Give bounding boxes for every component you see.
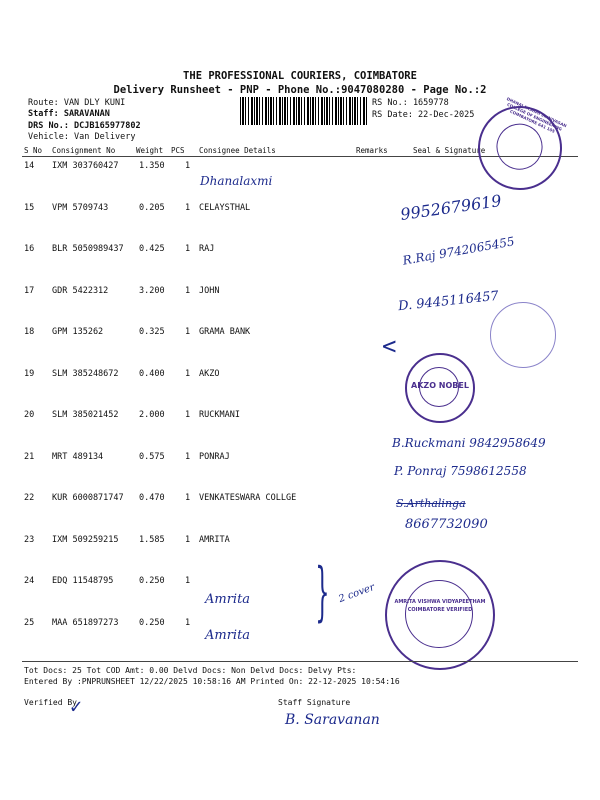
- row-consignment-no: KUR 6000871747: [52, 493, 124, 503]
- row-sno: 14: [24, 161, 35, 171]
- handwriting-row17: D. 9445116457: [397, 288, 500, 315]
- entered-by-line: Entered By :PNPRUNSHEET 12/22/2025 10:58:16 AM Printed On: 22-12-2025 10:54:16: [24, 677, 400, 686]
- row-consignment-no: GPM 135262: [52, 327, 104, 337]
- row-weight: 3.200: [139, 285, 165, 296]
- row-sno: 20: [24, 410, 35, 420]
- row-pcs: 1: [185, 493, 191, 503]
- row-consignee: AKZO: [199, 368, 220, 379]
- handwriting-row21: P. Ponraj 7598612558: [394, 464, 527, 478]
- row-consignee: PONRAJ: [199, 451, 230, 462]
- handwriting-cover-note: 2 cover: [337, 581, 377, 606]
- col-seal: Seal & Signature: [413, 146, 486, 155]
- col-sno: S No: [24, 146, 43, 155]
- handwriting-row14: Dhanalaxmi: [200, 174, 273, 188]
- faint-stamp: [490, 302, 556, 368]
- row-consignment-no: MRT 489134: [52, 451, 104, 462]
- rs-number: RS No.: 1659778: [372, 98, 449, 108]
- handwriting-row22-name: S.Arthalinga: [396, 497, 466, 510]
- row-weight: 1.585: [139, 534, 165, 545]
- row-weight: 0.575: [139, 451, 165, 462]
- footer-rule: [22, 661, 578, 662]
- amrita-verified-stamp: [385, 560, 495, 670]
- row-pcs: 1: [185, 285, 191, 296]
- handwriting-row22-phone: 8667732090: [405, 517, 488, 532]
- row-consignment-no: EDQ 11548795: [52, 576, 114, 586]
- row-pcs: 1: [185, 576, 191, 586]
- row-weight: 0.400: [139, 368, 165, 379]
- handwriting-row24: Amrita: [205, 592, 251, 607]
- college-seal-stamp: [464, 92, 576, 204]
- row-weight: 0.425: [139, 244, 165, 254]
- bracket-mark: }: [315, 555, 330, 629]
- row-consignment-no: SLM 385248672: [52, 368, 119, 379]
- row-weight: 2.000: [139, 410, 165, 420]
- col-consignee: Consignee Details: [199, 146, 276, 155]
- col-weight: Weight: [136, 146, 164, 155]
- staff-signature-handwriting: B. Saravanan: [285, 712, 380, 728]
- row-consignment-no: GDR 5422312: [52, 285, 109, 296]
- row-consignee: AMRITA: [199, 534, 230, 545]
- row-sno: 17: [24, 285, 35, 296]
- row-sno: 25: [24, 617, 35, 628]
- row-weight: 0.250: [139, 617, 165, 628]
- totals-line: Tot Docs: 25 Tot COD Amt: 0.00 Delvd Docs: Non Delvd Docs: Delvy Pts:: [24, 666, 357, 675]
- row-sno: 21: [24, 451, 35, 462]
- row-consignee: RAJ: [199, 244, 215, 254]
- college-seal-text: DHANALAKSHMI SRINIVASAN COLLEGE OF ENGINEERING COIMBATORE 641 105: [505, 96, 568, 134]
- amrita-seal-inner-ring: [405, 580, 473, 648]
- row-consignee: RUCKMANI: [199, 410, 240, 420]
- row-pcs: 1: [185, 534, 191, 545]
- row-consignee: JOHN: [199, 285, 220, 296]
- rs-date: RS Date: 22-Dec-2025: [372, 110, 475, 120]
- row-weight: 1.350: [139, 161, 165, 171]
- verified-check-icon: ✓: [70, 694, 83, 718]
- row-sno: 24: [24, 576, 35, 586]
- handwriting-row20: B.Ruckmani 9842958649: [392, 436, 546, 450]
- row-pcs: 1: [185, 410, 191, 420]
- handwriting-row15: 9952679619: [399, 191, 503, 224]
- row-weight: 0.470: [139, 493, 165, 503]
- row-weight: 0.325: [139, 327, 165, 337]
- row-consignment-no: IXM 509259215: [52, 534, 119, 545]
- row-consignee: VENKATESWARA COLLGE: [199, 493, 297, 503]
- row-pcs: 1: [185, 327, 191, 337]
- check-mark-icon: <: [382, 332, 397, 360]
- row-pcs: 1: [185, 202, 191, 213]
- company-title: THE PROFESSIONAL COURIERS, COIMBATORE: [183, 70, 417, 82]
- handwriting-row16: R.Raj 9742065455: [401, 234, 516, 268]
- route: Route: VAN DLY KUNI: [28, 98, 126, 108]
- amrita-stamp-text: AMRITA VISHWA VIDYAPEETHAM COIMBATORE VERIFIED: [394, 599, 486, 613]
- row-sno: 16: [24, 244, 35, 254]
- akzo-stamp-text: AKZO NOBEL: [411, 381, 469, 390]
- row-weight: 0.205: [139, 202, 165, 213]
- staff-signature-label: Staff Signature: [278, 698, 351, 707]
- row-consignment-no: VPM 5709743: [52, 202, 109, 213]
- row-consignment-no: MAA 651897273: [52, 617, 119, 628]
- drs-number: DRS No.: DCJB165977802: [28, 121, 141, 131]
- row-sno: 19: [24, 368, 35, 379]
- row-consignment-no: SLM 385021452: [52, 410, 119, 420]
- staff: Staff: SARAVANAN: [28, 109, 110, 119]
- row-pcs: 1: [185, 617, 191, 628]
- row-sno: 22: [24, 493, 35, 503]
- col-consignment: Consignment No: [52, 146, 116, 155]
- col-remarks: Remarks: [356, 146, 388, 155]
- row-pcs: 1: [185, 368, 191, 379]
- row-pcs: 1: [185, 161, 191, 171]
- runsheet-subtitle: Delivery Runsheet - PNP - Phone No.:9047080280 - Page No.:2: [113, 84, 487, 96]
- row-consignee: GRAMA BANK: [199, 327, 251, 337]
- row-weight: 0.250: [139, 576, 165, 586]
- row-sno: 15: [24, 202, 35, 213]
- row-sno: 23: [24, 534, 35, 545]
- row-consignee: CELAYSTHAL: [199, 202, 251, 213]
- row-consignment-no: BLR 5050989437: [52, 244, 124, 254]
- row-consignment-no: IXM 303760427: [52, 161, 119, 171]
- col-pcs: PCS: [171, 146, 185, 155]
- verified-by-label: Verified By: [24, 698, 77, 707]
- row-pcs: 1: [185, 451, 191, 462]
- akzo-nobel-stamp: [405, 353, 475, 423]
- barcode: [240, 97, 368, 125]
- handwriting-row25: Amrita: [205, 628, 251, 643]
- row-sno: 18: [24, 327, 35, 337]
- vehicle: Vehicle: Van Delivery: [28, 132, 136, 142]
- row-pcs: 1: [185, 244, 191, 254]
